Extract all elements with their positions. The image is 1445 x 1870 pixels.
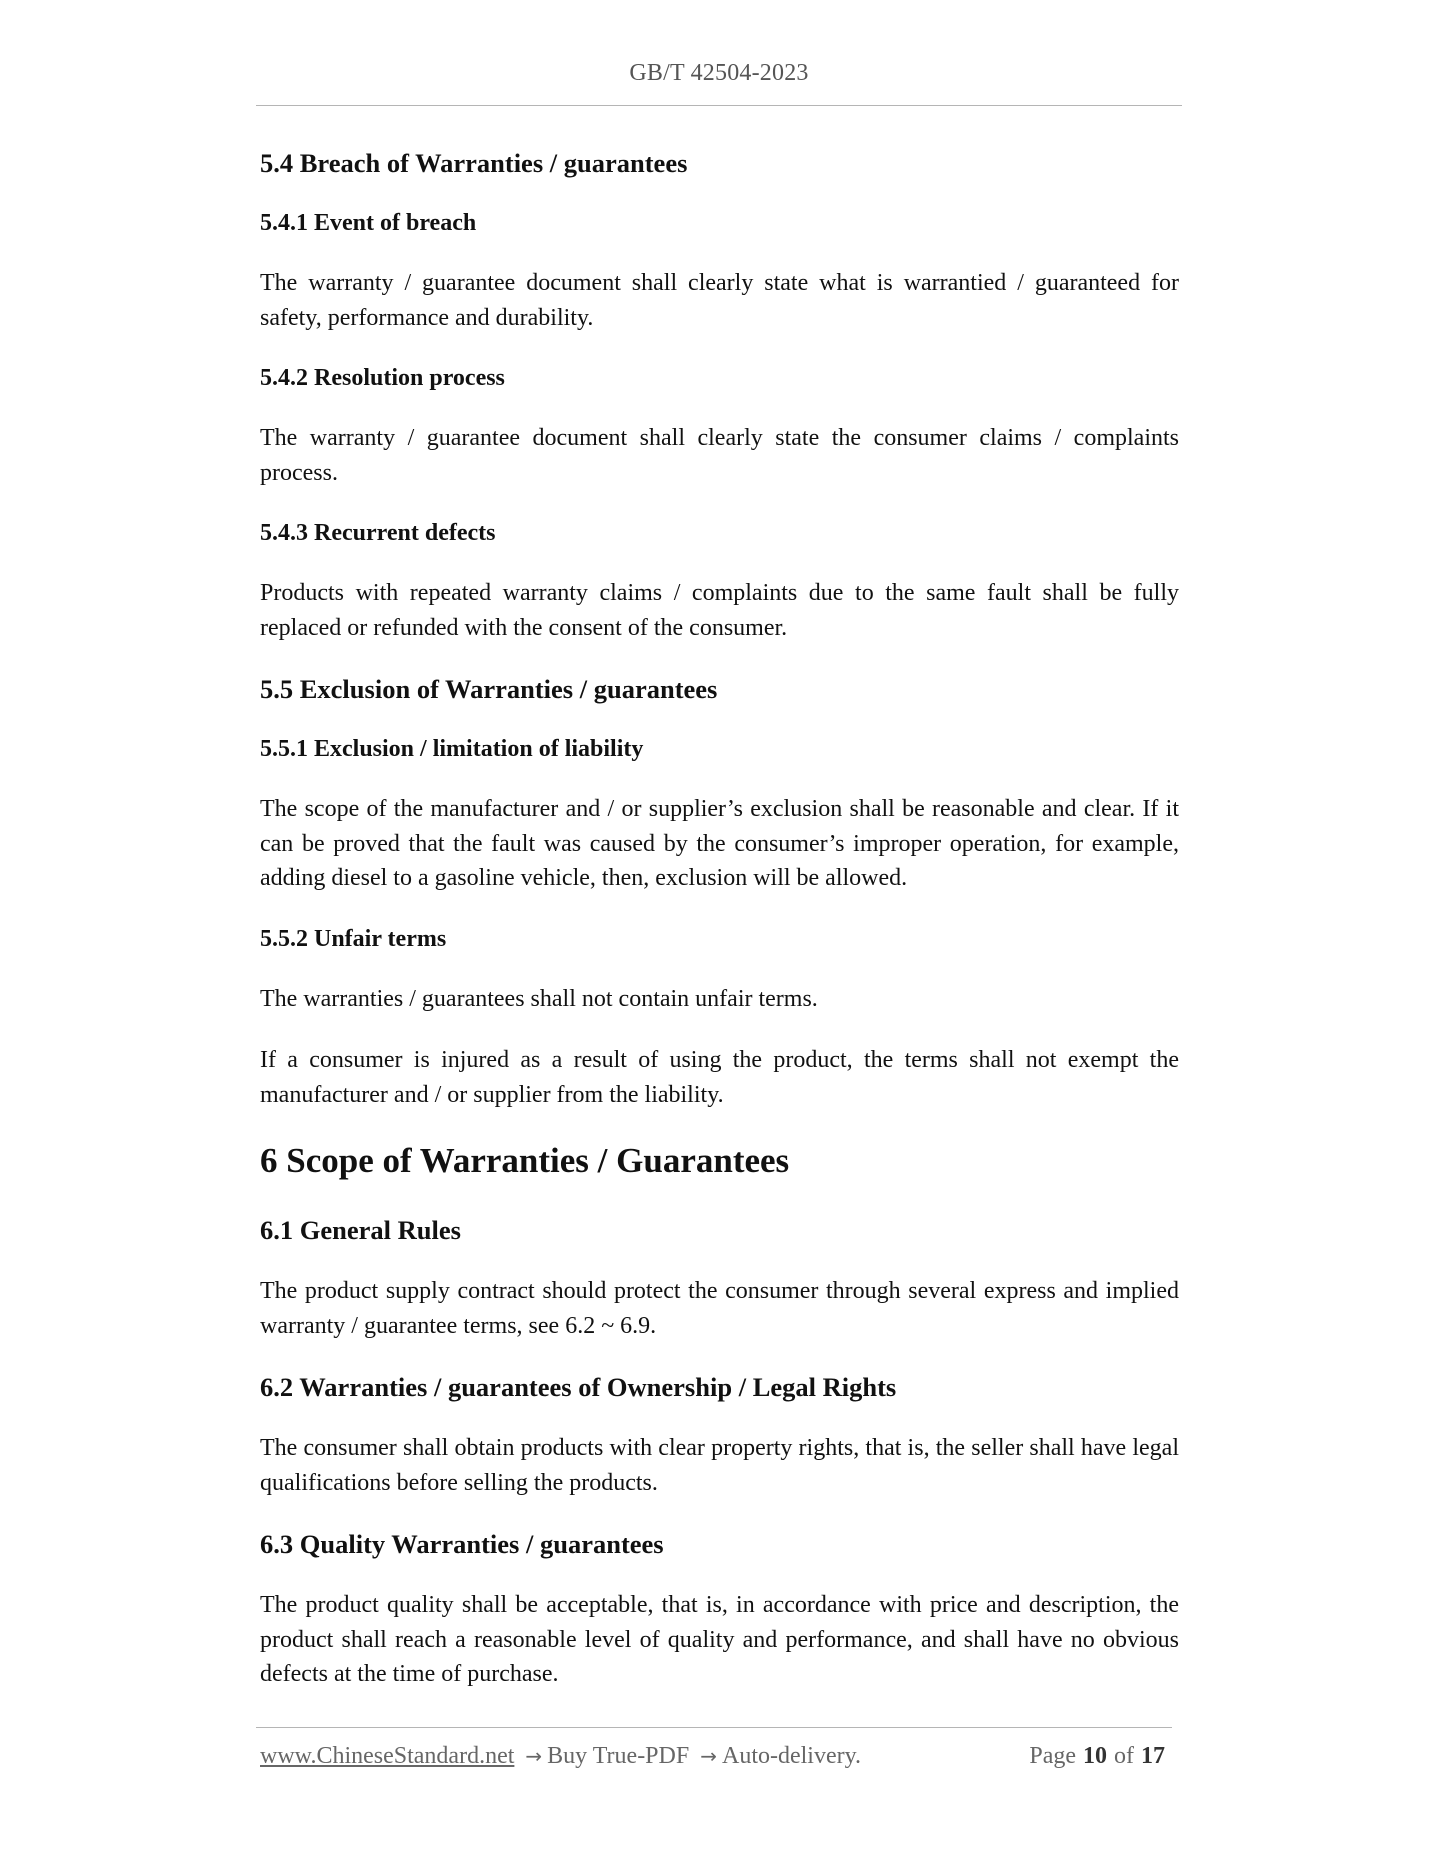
section-5-4-2-paragraph: The warranty / guarantee document shall clearly state the consumer claims / complaints process. (260, 425, 1179, 486)
page-total: 17 (1141, 1743, 1165, 1769)
arrow-right-icon: → (700, 1744, 717, 1768)
section-5-5-1-heading: 5.5.1 Exclusion / limitation of liability (260, 736, 644, 762)
section-5-4-1-paragraph: The warranty / guarantee document shall clearly state what is warrantied / guaranteed for safety, performance and durability. (260, 270, 1179, 331)
buy-pdf-text: Buy True-PDF (547, 1743, 690, 1769)
document-body (260, 146, 1179, 1719)
site-link[interactable]: www.ChineseStandard.net (260, 1743, 515, 1769)
section-6-2-heading: 6.2 Warranties / guarantees of Ownership / Legal Rights (260, 1372, 897, 1402)
page-header-doc-code: GB/T 42504-2023 (629, 60, 809, 86)
page-number (1029, 1743, 1172, 1770)
page-label: Page (1029, 1743, 1076, 1769)
section-5-5-heading: 5.5 Exclusion of Warranties / guarantees (260, 674, 718, 704)
auto-delivery-text: Auto-delivery. (721, 1743, 862, 1769)
section-5-5-2-paragraph-2: If a consumer is injured as a result of using the product, the terms shall not exempt the manufacturer and / or supplier from the liability. (260, 1047, 1179, 1108)
page-current: 10 (1083, 1743, 1107, 1769)
page-footer (260, 1743, 1172, 1770)
section-6-1-paragraph: The product supply contract should protect the consumer through several express and implied warranty / guarantee terms, see 6.2 ~ 6.9. (260, 1278, 1179, 1339)
footer-divider (256, 1727, 1172, 1728)
section-5-4-3-heading: 5.4.3 Recurrent defects (260, 520, 496, 546)
section-6-1-heading: 6.1 General Rules (260, 1215, 461, 1245)
header-divider (256, 105, 1182, 106)
section-6-2-paragraph: The consumer shall obtain products with clear property rights, that is, the seller shall have legal qualifications before selling the products. (260, 1435, 1179, 1496)
section-5-4-heading: 5.4 Breach of Warranties / guarantees (260, 148, 688, 178)
footer-promo (260, 1743, 861, 1770)
arrow-right-icon: → (525, 1744, 543, 1768)
chapter-6-heading: 6 Scope of Warranties / Guarantees (260, 1141, 790, 1180)
section-5-5-2-paragraph-1: The warranties / guarantees shall not contain unfair terms. (260, 985, 818, 1012)
section-5-4-2-heading: 5.4.2 Resolution process (260, 365, 505, 391)
section-6-3-paragraph: The product quality shall be acceptable, that is, in accordance with price and description, the product shall reach a reasonable level of quality and performance, and shall have no obvious defects at the time of purchase. (260, 1592, 1179, 1687)
section-5-4-3-paragraph: Products with repeated warranty claims / complaints due to the same fault shall be fully replaced or refunded with the consent of the consumer. (260, 580, 1179, 641)
section-5-5-2-heading: 5.5.2 Unfair terms (260, 925, 447, 952)
section-5-5-1-paragraph: The scope of the manufacturer and / or supplier’s exclusion shall be reasonable and clear. If it can be proved that the fault was caused by the consumer’s improper operation, for example, adding diesel to a gasoline vehicle, then, exclusion will be allowed. (260, 796, 1179, 891)
section-6-3-heading: 6.3 Quality Warranties / guarantees (260, 1529, 664, 1559)
of-label: of (1114, 1743, 1134, 1769)
section-5-4-1-heading: 5.4.1 Event of breach (260, 210, 477, 236)
